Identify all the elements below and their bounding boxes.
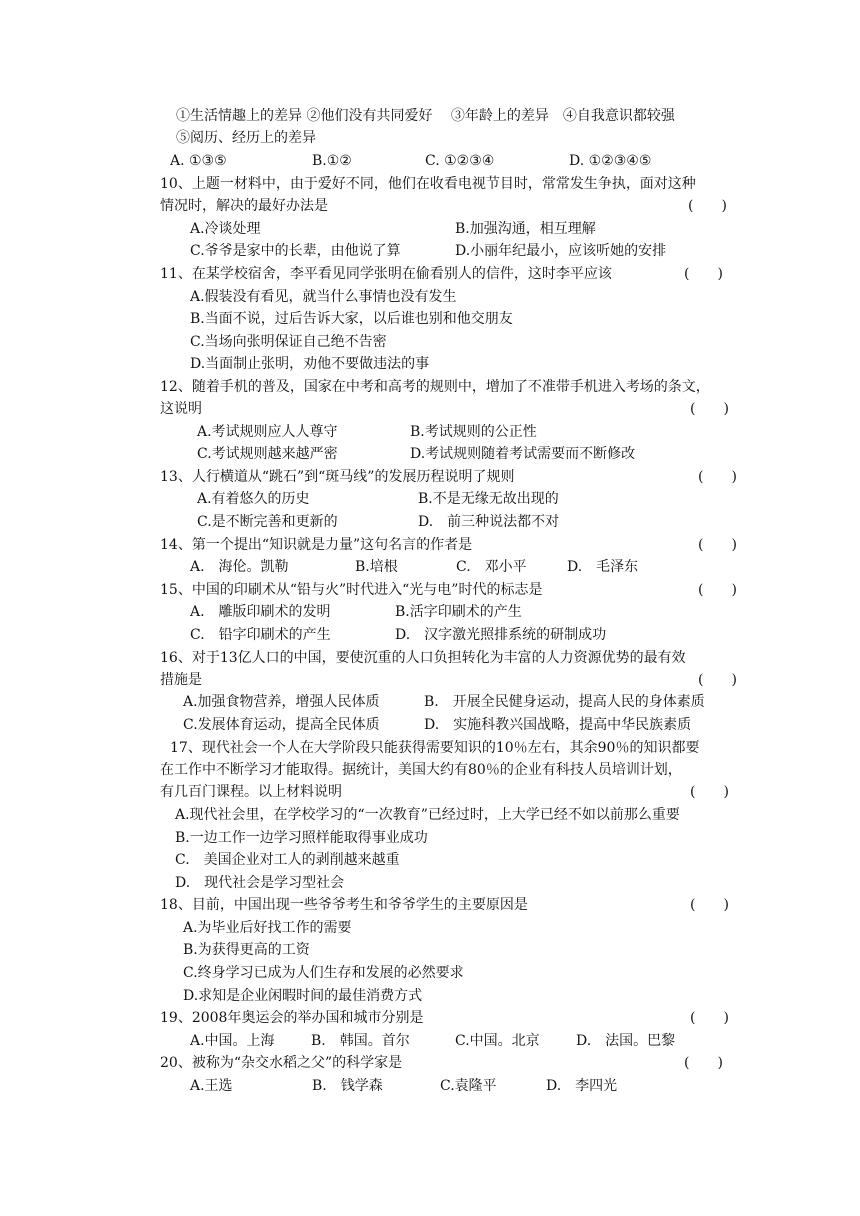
option-c: C.爷爷是家中的长辈，由他说了算 — [190, 243, 401, 259]
option-b: B.为获得更高的工资 — [183, 942, 310, 958]
answer-paren: ( ) — [698, 537, 737, 553]
option-b: B.考试规则的公正性 — [410, 424, 537, 440]
question-line: ⑤阅历、经历上的差异 — [176, 130, 316, 146]
question-14: 14、第一个提出“知识就是力量”这句名言的作者是 — [160, 537, 473, 553]
question-16: 16、对于13亿人口的中国，要使沉重的人口负担转化为丰富的人力资源优势的最有效 — [160, 650, 686, 666]
option-a: A.中国。上海 — [190, 1033, 275, 1049]
answer-paren: ( ) — [698, 672, 737, 688]
option-a: A.加强食物营养，增强人民体质 — [183, 694, 380, 710]
question-line: 措施是 — [160, 672, 202, 688]
option-b: B.一边工作一边学习照样能取得事业成功 — [175, 830, 428, 846]
question-19: 19、2008年奥运会的举办国和城市分别是 — [160, 1010, 424, 1026]
question-10: 10、上题一材料中，由于爱好不同，他们在收看电视节目时，常常发生争执，面对这种 — [160, 176, 696, 192]
option-d: D. 汉字激光照排系统的研制成功 — [395, 627, 607, 643]
option-c: C.是不断完善和更新的 — [197, 514, 338, 530]
answer-paren: ( ) — [688, 198, 727, 214]
option-d: D.当面制止张明，劝他不要做违法的事 — [190, 356, 430, 372]
option-c: C.终身学习已成为人们生存和发展的必然要求 — [183, 965, 464, 981]
answer-paren: ( ) — [690, 897, 729, 913]
option-b: B. 开展全民健身运动，提高人民的身体素质 — [424, 694, 705, 710]
option-a: A.为毕业后好找工作的需要 — [183, 920, 352, 936]
option-c: C. ①②③④ — [425, 153, 495, 169]
question-17: 17、现代社会一个人在大学阶段只能获得需要知识的10％左右，其余90％的知识都要 — [170, 740, 700, 756]
answer-paren: ( ) — [698, 469, 737, 485]
option-b: B. 钱学森 — [312, 1078, 383, 1094]
option-c: C. 美国企业对工人的剥削越来越重 — [175, 852, 400, 868]
question-line: ①生活情趣上的差异 ②他们没有共同爱好 ③年龄上的差异 ④自我意识都较强 — [176, 108, 675, 124]
option-a: A. 海伦。凯勒 — [190, 559, 289, 575]
option-d: D. 现代社会是学习型社会 — [175, 875, 345, 891]
option-a: A.有着悠久的历史 — [197, 491, 310, 507]
option-d: D.考试规则随着考试需要而不断修改 — [410, 446, 636, 462]
question-line: 这说明 — [160, 401, 202, 417]
answer-paren: ( ) — [690, 784, 729, 800]
question-line: 情况时，解决的最好办法是 — [160, 198, 328, 214]
option-a: A.考试规则应人人尊守 — [197, 424, 338, 440]
option-a: A.现代社会里，在学校学习的“一次教育”已经过时，上大学已经不如以前那么重要 — [175, 807, 680, 823]
option-b: B.活字印刷术的产生 — [395, 604, 522, 620]
question-18: 18、目前，中国出现一些爷爷考生和爷爷学生的主要原因是 — [160, 897, 528, 913]
question-line: 有几百门课程。以上材料说明 — [160, 784, 342, 800]
option-c: C.中国。北京 — [455, 1033, 540, 1049]
option-c: C.考试规则越来越严密 — [197, 446, 338, 462]
question-line: 在工作中不断学习才能取得。据统计，美国大约有80％的企业有科技人员培训计划， — [160, 762, 682, 778]
answer-paren: ( ) — [684, 266, 723, 282]
question-11: 11、在某学校宿舍，李平看见同学张明在偷看别人的信件，这时李平应该 — [160, 266, 612, 282]
option-c: C. 邓小平 — [456, 559, 527, 575]
option-b: B.加强沟通，相互理解 — [455, 221, 596, 237]
question-20: 20、被称为“杂交水稻之父”的科学家是 — [160, 1055, 403, 1071]
option-c: C.发展体育运动，提高全民体质 — [183, 717, 380, 733]
option-a: A. ①③⑤ — [170, 153, 227, 169]
answer-paren: ( ) — [684, 1055, 723, 1071]
option-c: C.袁隆平 — [440, 1078, 497, 1094]
option-a: A.王选 — [190, 1078, 233, 1094]
option-a: A. 雕版印刷术的发明 — [190, 604, 331, 620]
option-d: D.求知是企业闲暇时间的最佳消费方式 — [183, 988, 423, 1004]
option-d: D. 李四光 — [546, 1078, 618, 1094]
option-b: B.不是无缘无故出现的 — [418, 491, 559, 507]
option-b: B.①② — [312, 153, 352, 169]
option-d: D. 前三种说法都不对 — [418, 514, 560, 530]
option-c: C.当场向张明保证自己绝不告密 — [190, 334, 387, 350]
option-b: B.培根 — [355, 559, 398, 575]
option-a: A.假装没有看见，就当什么事情也没有发生 — [190, 289, 457, 305]
question-12: 12、随着手机的普及，国家在中考和高考的规则中，增加了不准带手机进入考场的条文， — [160, 379, 710, 395]
answer-paren: ( ) — [698, 582, 737, 598]
answer-paren: ( ) — [690, 401, 729, 417]
option-d: D. 实施科教兴国战略，提高中华民族素质 — [424, 717, 692, 733]
option-d: D. 法国。巴黎 — [576, 1033, 676, 1049]
option-c: C. 铅字印刷术的产生 — [190, 627, 331, 643]
option-b: B. 韩国。首尔 — [311, 1033, 410, 1049]
option-d: D.小丽年纪最小，应该听她的安排 — [455, 243, 667, 259]
option-a: A.冷谈处理 — [190, 221, 261, 237]
option-d: D. ①②③④⑤ — [569, 153, 652, 169]
option-b: B.当面不说，过后告诉大家，以后谁也别和他交朋友 — [190, 311, 513, 327]
question-13: 13、人行横道从“跳石”到“斑马线”的发展历程说明了规则 — [160, 469, 515, 485]
answer-paren: ( ) — [690, 1010, 729, 1026]
option-d: D. 毛泽东 — [567, 559, 639, 575]
question-15: 15、中国的印刷术从“铅与火”时代进入“光与电”时代的标志是 — [160, 582, 543, 598]
